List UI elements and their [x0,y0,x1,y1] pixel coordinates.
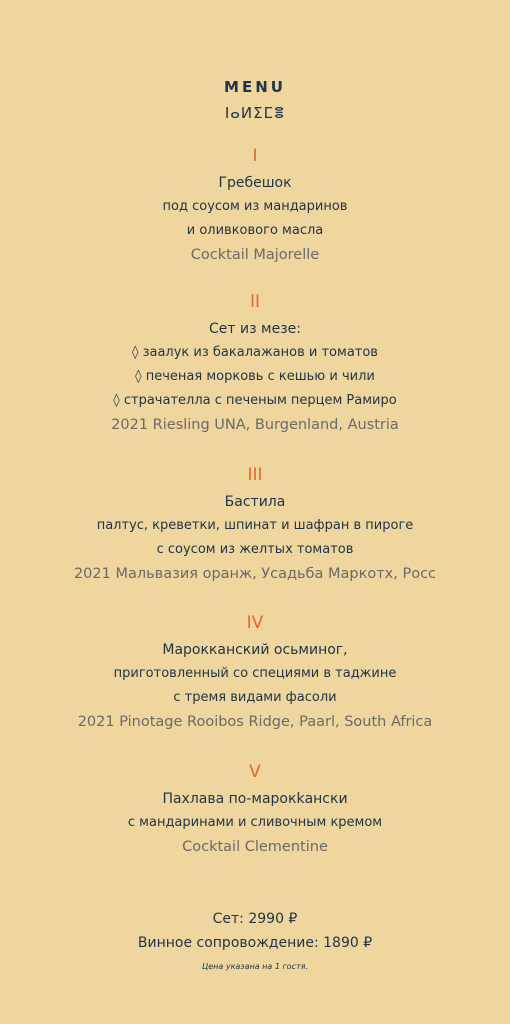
course-5 [0,762,510,860]
course-2 [0,292,510,438]
dish-line: приготовленный со специями в таджине [113,666,397,681]
course-numeral: I [252,146,258,166]
dish-line: ◊ заалук из бакалажанов и томатов [132,345,378,360]
dish-line: палтус, креветки, шпинат и шафран в пироге [96,518,414,533]
dish-line: Сет из мезе: [209,321,301,337]
pairing-line: 2021 Мальвазия оранж, Усадьба Маркотх, Росс [73,566,437,582]
course-numeral: V [249,762,261,782]
course-3 [0,465,510,587]
wine-pairing-price: Винное сопровождение: 1890 ₽ [137,935,373,951]
dish-line: под соусом из мандаринов [162,199,348,214]
dish-line: Бастила [224,494,286,510]
dish-line: Пахлава по-марокkански [162,791,348,807]
course-4 [0,613,510,735]
menu-subtitle: ⵏⴰⵍⵉⵎⴻ [224,104,286,122]
pairing-line: Cocktail Clementine [182,839,328,855]
dish-line: Марокканский осьминог, [162,642,348,658]
pairing-line: 2021 Riesling UNA, Burgenland, Austria [111,417,399,433]
price-note: Цена указана на 1 гостя. [202,962,308,971]
course-numeral: II [249,292,261,312]
dish-line: ◊ печеная морковь с кешью и чили [135,369,375,384]
course-1 [0,146,510,268]
menu-title: MENU [224,78,286,96]
course-numeral: IV [246,613,264,633]
dish-line: и оливкового масла [186,223,324,238]
dish-line: с тремя видами фасоли [173,690,337,705]
course-numeral: III [247,465,263,485]
pairing-line: Cocktail Majorelle [190,247,320,263]
pairing-line: 2021 Pinotage Rooibos Ridge, Paarl, South Africa [77,714,433,730]
dish-line: ◊ страчателла с печеным перцем Рамиро [113,393,397,408]
set-price: Сет: 2990 ₽ [212,911,298,927]
dish-line: с соусом из желтых томатов [156,542,354,557]
dish-line: с мандаринами и сливочным кремом [127,815,383,830]
dish-line: Гребешок [218,175,292,191]
